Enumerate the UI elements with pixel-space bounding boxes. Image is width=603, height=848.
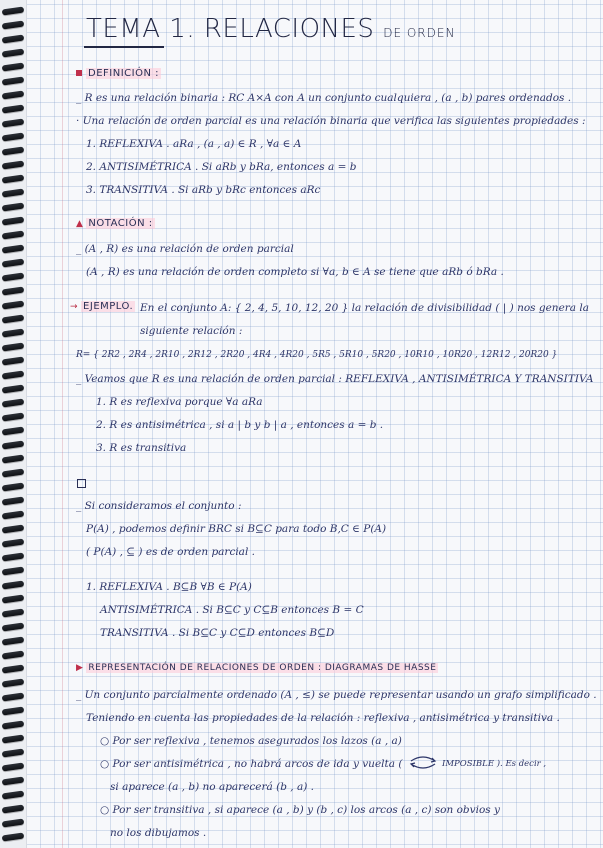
text-line: ( P(A) , ⊆ ) es de orden parcial .: [86, 546, 255, 558]
heading-hasse: ▶ REPRESENTACIÓN DE RELACIONES DE ORDEN : DIAGRAMAS DE HASSE: [76, 663, 437, 673]
spiral-ring: [2, 104, 25, 113]
spiral-ring: [2, 90, 25, 99]
text-line: 1. R es reflexiva porque ∀a aRa: [96, 396, 263, 408]
spiral-ring: [2, 580, 25, 589]
text-line: · Una relación de orden parcial es una relación binaria que verifica las siguientes propiedades :: [76, 115, 586, 127]
spiral-ring: [2, 244, 25, 253]
text-line: ○ Por ser reflexiva , tenemos asegurados los lazos (a , a): [100, 735, 402, 747]
spiral-ring: [2, 762, 25, 771]
spiral-ring: [2, 132, 25, 141]
spiral-ring: [2, 832, 25, 841]
spiral-ring: [2, 664, 25, 673]
text-line: 2. R es antisimétrica , si a | b y b | a , entonces a = b .: [96, 419, 384, 431]
heading-ejemplo: → EJEMPLO.: [70, 301, 134, 312]
spiral-ring: [2, 622, 25, 631]
text-line: En el conjunto A: { 2, 4, 5, 10, 12, 20 } la relación de divisibilidad ( | ) nos genera la: [140, 302, 590, 314]
spiral-ring: [2, 510, 25, 519]
spiral-ring: [2, 370, 25, 379]
spiral-ring: [2, 538, 25, 547]
triangle-bullet-icon: ▲: [76, 219, 84, 229]
spiral-ring: [2, 650, 25, 659]
spiral-ring: [2, 790, 25, 799]
spiral-ring: [2, 300, 25, 309]
page-margin-line: [62, 0, 63, 848]
title-underline: [84, 46, 164, 48]
spiral-ring: [2, 496, 25, 505]
spiral-ring: [2, 342, 25, 351]
spiral-ring: [2, 314, 25, 323]
spiral-ring: [2, 482, 25, 491]
spiral-ring: [2, 160, 25, 169]
spiral-ring: [2, 804, 25, 813]
spiral-ring: [2, 398, 25, 407]
spiral-ring: [2, 146, 25, 155]
spiral-ring: [2, 818, 25, 827]
spiral-ring: [2, 720, 25, 729]
text-line: siguiente relación :: [140, 325, 243, 337]
spiral-ring: [2, 202, 25, 211]
text-line: (A , R) es una relación de orden completo si ∀a, b ∈ A se tiene que aRb ó bRa .: [86, 266, 504, 278]
text-line: _ (A , R) es una relación de orden parcial: [76, 243, 294, 255]
spiral-ring: [2, 440, 25, 449]
spiral-ring: [2, 48, 25, 57]
spiral-ring: [2, 692, 25, 701]
relation-set: R= { 2R2 , 2R4 , 2R10 , 2R12 , 2R20 , 4R4 , 4R20 , 5R5 , 5R10 , 5R20 , 10R10 , 10R20 , 12R12 , 20R20 }: [76, 350, 558, 360]
spiral-ring: [2, 6, 25, 15]
spiral-binding: [0, 0, 27, 848]
text-line: 2. ANTISIMÉTRICA . Si aRb y bRa, entonces a = b: [86, 161, 357, 173]
spiral-ring: [2, 552, 25, 561]
title-main: TEMA 1. RELACIONES: [86, 14, 375, 44]
text-line: ○ Por ser transitiva , si aparece (a , b) y (b , c) los arcos (a , c) son obvios y: [100, 804, 500, 816]
spiral-ring: [2, 636, 25, 645]
spiral-ring: [2, 776, 25, 785]
text-line: ○ Por ser antisimétrica , no habrá arcos de ida y vuelta (: [100, 758, 403, 770]
text-line: TRANSITIVA . Si B⊆C y C⊆D entonces B⊆D: [100, 627, 335, 639]
spiral-ring: [2, 706, 25, 715]
empty-square-bullet-icon: [77, 479, 86, 488]
text-line: _ Si consideramos el conjunto :: [76, 500, 242, 512]
spiral-ring: [2, 734, 25, 743]
spiral-ring: [2, 188, 25, 197]
page-title: [86, 14, 455, 44]
heading-notacion: ▲ NOTACIÓN :: [76, 218, 153, 229]
text-line: _ R es una relación binaria : RC A×A con A un conjunto cualquiera , (a , b) pares ordenados .: [76, 92, 572, 104]
text-line: 1. REFLEXIVA . B⊆B ∀B ∈ P(A): [86, 581, 252, 593]
text-line: _ Un conjunto parcialmente ordenado (A , ≤) se puede representar usando un grafo simplificado .: [76, 689, 597, 701]
text-line: 3. TRANSITIVA . Si aRb y bRc entonces aRc: [86, 184, 321, 196]
spiral-ring: [2, 594, 25, 603]
spiral-ring: [2, 286, 25, 295]
arrow-bullet-icon: →: [70, 302, 79, 312]
spiral-ring: [2, 216, 25, 225]
heading-definicion: DEFINICIÓN :: [76, 68, 161, 79]
spiral-ring: [2, 678, 25, 687]
text-line: ANTISIMÉTRICA . Si B⊆C y C⊆B entonces B = C: [100, 604, 364, 616]
spiral-ring: [2, 328, 25, 337]
text-line: 3. R es transitiva: [96, 442, 187, 454]
spiral-ring: [2, 230, 25, 239]
spiral-ring: [2, 384, 25, 393]
spiral-ring: [2, 258, 25, 267]
triangle-bullet-icon: ▶: [76, 663, 84, 673]
spiral-ring: [2, 34, 25, 43]
spiral-ring: [2, 62, 25, 71]
text-line: no los dibujamos .: [110, 827, 207, 839]
spiral-ring: [2, 608, 25, 617]
square-bullet-icon: [76, 70, 82, 76]
spiral-ring: [2, 412, 25, 421]
text-line: P(A) , podemos definir BRC si B⊆C para todo B,C ∈ P(A): [86, 523, 387, 535]
spiral-ring: [2, 272, 25, 281]
spiral-ring: [2, 524, 25, 533]
spiral-ring: [2, 454, 25, 463]
spiral-ring: [2, 174, 25, 183]
spiral-ring: [2, 20, 25, 29]
spiral-ring: [2, 76, 25, 85]
spiral-ring: [2, 748, 25, 757]
spiral-ring: [2, 426, 25, 435]
text-line: IMPOSIBLE ). Es decir ,: [442, 759, 547, 769]
title-sub: DE ORDEN: [383, 26, 456, 40]
spiral-ring: [2, 118, 25, 127]
spiral-ring: [2, 468, 25, 477]
spiral-ring: [2, 566, 25, 575]
cycle-arrows-icon: [408, 755, 438, 769]
text-line: si aparece (a , b) no aparecerá (b , a) .: [110, 781, 314, 793]
text-line: 1. REFLEXIVA . aRa , (a , a) ∈ R , ∀a ∈ A: [86, 138, 302, 150]
spiral-ring: [2, 356, 25, 365]
text-line: _ Veamos que R es una relación de orden parcial : REFLEXIVA , ANTISIMÉTRICA Y TRANSITIVA: [76, 373, 594, 385]
text-line: Teniendo en cuenta las propiedades de la relación : reflexiva , antisimétrica y transitiva .: [86, 712, 560, 724]
